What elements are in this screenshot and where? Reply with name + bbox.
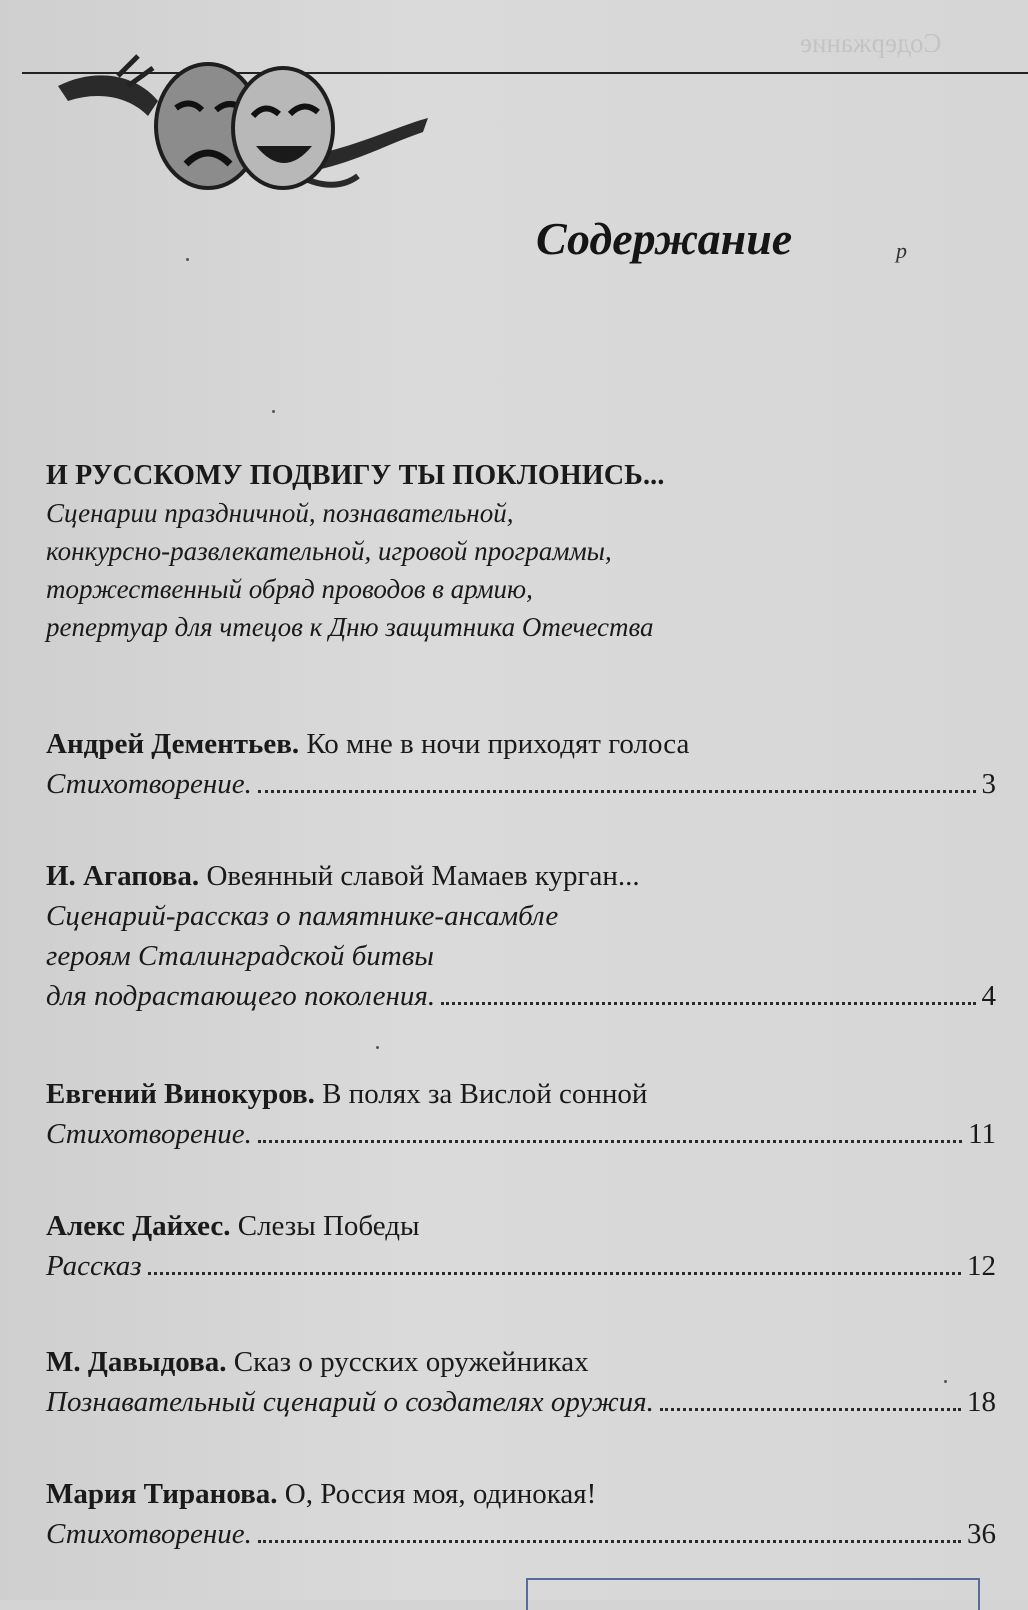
entry-title: О, Россия моя, одинокая! <box>284 1478 597 1510</box>
entry-page-number: 11 <box>968 1118 996 1150</box>
section-description-line: торжественный обряд проводов в армию, <box>46 574 533 604</box>
paper-speck <box>944 1380 947 1383</box>
entry-page-number: 12 <box>967 1250 996 1282</box>
paper-speck <box>186 258 189 261</box>
section-heading: И РУССКОМУ ПОДВИГУ ТЫ ПОКЛОНИСЬ... <box>46 460 665 491</box>
handwritten-mark: р <box>896 238 907 263</box>
entry-title: Ко мне в ночи приходят голоса <box>306 728 690 760</box>
paper-speck <box>376 1046 379 1049</box>
entry-page-number: 36 <box>967 1518 996 1550</box>
toc-entry[interactable] <box>46 856 996 1016</box>
section-description-line: репертуар для чтецов к Дню защитника Отечества <box>46 612 654 642</box>
entry-subtitle: Познавательный сценарий о создателях оружия. <box>46 1386 654 1418</box>
entry-subtitle: Рассказ <box>46 1250 142 1282</box>
section-description-line: Сценарии праздничной, познавательной, <box>46 498 514 528</box>
library-stamp <box>526 1578 980 1610</box>
section-description-line: конкурсно-развлекательной, игровой программы, <box>46 536 612 566</box>
entry-subtitle: Стихотворение. <box>46 1118 252 1150</box>
dot-leader <box>258 1540 961 1543</box>
entry-subtitle-line: Сценарий-рассказ о памятнике-ансамбле <box>46 900 559 932</box>
entry-subtitle: Стихотворение. <box>46 1518 252 1550</box>
theatre-masks-icon <box>58 46 438 196</box>
entry-subtitle: для подрастающего поколения. <box>46 980 436 1012</box>
toc-entry[interactable] <box>46 1074 996 1154</box>
entry-title: В полях за Вислой сонной <box>322 1078 648 1110</box>
show-through-text: Содержание <box>800 28 942 58</box>
dot-leader <box>660 1408 961 1411</box>
entry-page-number: 4 <box>981 980 996 1012</box>
paper-speck <box>272 410 275 413</box>
entry-page-number: 3 <box>981 768 996 800</box>
entry-subtitle-line: героям Сталинградской битвы <box>46 940 434 972</box>
entry-subtitle: Стихотворение. <box>46 768 252 800</box>
entry-author: М. Давыдова. <box>46 1346 227 1378</box>
entry-author: Андрей Дементьев. <box>46 728 300 760</box>
entry-author: И. Агапова. <box>46 860 200 892</box>
section-block <box>46 460 996 646</box>
toc-entry[interactable] <box>46 724 996 804</box>
toc-entry[interactable] <box>46 1474 996 1554</box>
page-title: Содержание <box>536 213 793 264</box>
entry-title: Слезы Победы <box>237 1210 420 1242</box>
toc-entry[interactable] <box>46 1342 996 1422</box>
entry-author: Евгений Винокуров. <box>46 1078 315 1110</box>
entry-author: Алекс Дайхес. <box>46 1210 231 1242</box>
dot-leader <box>148 1272 961 1275</box>
dot-leader <box>258 790 976 793</box>
dot-leader <box>441 1002 975 1005</box>
entry-title: Сказ о русских оружейниках <box>233 1346 589 1378</box>
toc-entry[interactable] <box>46 1206 996 1286</box>
entry-title: Овеянный славой Мамаев курган... <box>206 860 640 892</box>
entry-page-number: 18 <box>967 1386 996 1418</box>
dot-leader <box>258 1140 962 1143</box>
entry-author: Мария Тиранова. <box>46 1478 278 1510</box>
